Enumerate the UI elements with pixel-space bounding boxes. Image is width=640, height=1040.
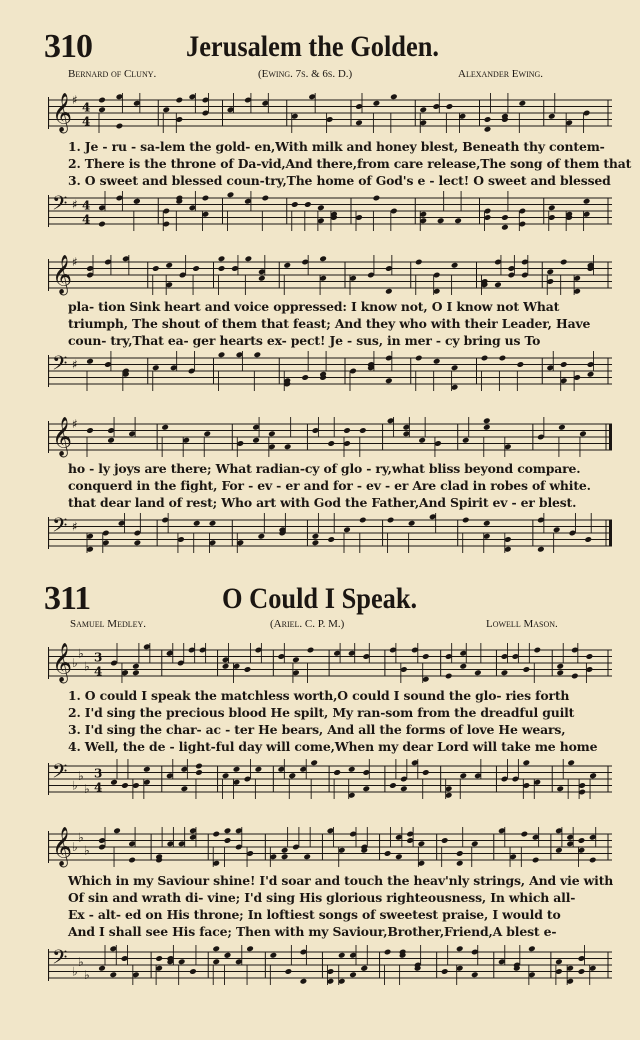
note-head [195,763,203,770]
note-head [128,857,136,864]
bass-staff [48,512,612,556]
time-signature-bottom: 4 [94,780,103,795]
note-head [483,417,491,424]
note-head [222,772,230,779]
lyric-line: 3. I'd sing the char- ac - ter He bears, And all the forms of love He wears, [68,722,566,737]
final-barline-thick [609,424,612,450]
note-head [283,262,291,269]
note-head [532,857,540,864]
note-head [349,971,357,978]
note-head [528,945,536,952]
note-head [484,126,492,133]
note-head [587,371,595,378]
note-head [107,437,115,444]
note-head [116,123,124,130]
note-head [98,97,106,104]
treble-clef-icon: 𝄞 [52,416,73,457]
lyric-line: pla- tion Sink heart and voice oppressed: I know not, O I know not What [68,299,560,314]
note-head [415,355,423,362]
note-head [456,860,464,867]
system-brace [48,647,49,679]
treble-staff [48,416,612,460]
note-head [161,424,169,431]
note-head [333,769,341,776]
note-head [548,113,556,120]
lyric-line: 3. O sweet and blessed coun-try,The home of God's e - lect! O sweet and blessed [68,173,611,188]
note-head [583,198,591,205]
note-head [501,224,509,231]
note-head [252,437,260,444]
note-head [571,673,579,680]
bass-staff [48,944,612,988]
note-head [437,217,445,224]
note-head [454,217,462,224]
note-head [501,669,509,676]
flat-icon: ♭ [84,781,90,796]
note-head [584,536,592,543]
note-head [484,116,492,123]
note-head [218,255,226,262]
note-head [578,837,586,844]
note-head [359,517,367,524]
note-head [262,195,270,202]
treble-clef-icon: 𝄞 [52,92,73,133]
note-head [244,666,252,673]
note-head [387,517,395,524]
note-head [560,361,568,368]
note-head [343,427,351,434]
sharp-icon: ♯ [72,519,78,534]
note-head [459,663,467,670]
time-signature-top: 4 [82,100,91,115]
note-head [233,766,241,773]
note-head [317,204,325,211]
system-brace [48,195,49,227]
note-head [556,663,564,670]
note-head [98,965,106,972]
note-head [474,669,482,676]
note-head [224,837,232,844]
hymn-title: Jerusalem the Golden. [186,30,439,63]
note-head [254,351,262,358]
note-head [589,857,597,864]
treble-staff [48,826,612,870]
hymn-title: O Could I Speak. [222,582,418,615]
note-head [445,673,453,680]
bass-clef-icon: 𝄢 [52,513,68,542]
sharp-icon: ♯ [72,417,78,431]
note-head [284,443,292,450]
lyric-line: 2. I'd sing the precious blood He spilt, My ran-som from the dreadful guilt [68,705,575,720]
note-head [98,106,106,113]
note-head [385,377,393,384]
note-head [462,437,470,444]
lyric-line: And I shall see His face; Then with my Saviour,Brother,Friend,A blest e- [68,924,557,939]
note-head [327,536,335,543]
note-head [304,201,312,208]
time-signature-top: 3 [94,766,103,781]
note-head [556,669,564,676]
note-head [246,945,254,952]
note-head [462,517,470,524]
flat-icon: ♭ [84,659,90,674]
sharp-icon: ♯ [72,357,78,372]
note-head [281,853,289,860]
note-head [133,198,141,205]
lyric-line: coun- try,That ea- ger hearts ex- pect! Je - sus, in mer - cy bring us To [68,333,541,348]
flat-icon: ♭ [72,656,78,670]
note-head [395,853,403,860]
note-head [446,103,454,110]
note-head [86,427,94,434]
note-head [143,766,151,773]
note-head [494,281,502,288]
time-signature-top: 4 [82,198,91,213]
note-head [203,430,211,437]
note-head [362,785,370,792]
lyric-line: that dear land of rest; Who art with God the Father,And Spirit ev - er blest. [68,495,577,510]
note-head [121,782,129,789]
note-head [360,965,368,972]
note-head [227,191,235,198]
note-head [189,968,197,975]
note-head [292,656,300,663]
note-head [218,265,226,272]
note-head [456,945,464,952]
system-brace [48,831,49,863]
note-head [501,214,509,221]
flat-icon: ♭ [78,954,84,969]
flat-icon: ♭ [78,646,84,661]
note-head [285,968,293,975]
flat-icon: ♭ [78,830,84,845]
note-head [193,520,201,527]
bass-staff [48,758,612,802]
note-head [359,427,367,434]
flat-icon: ♭ [78,768,84,783]
bass-staff [48,350,612,394]
note-head [553,526,561,533]
note-head [519,100,527,107]
system-brace [48,259,49,291]
flat-icon: ♭ [72,964,78,979]
note-head [517,361,525,368]
note-head [86,358,94,365]
note-head [281,847,289,854]
note-head [301,374,309,381]
flat-icon: ♭ [72,778,78,793]
note-head [389,782,397,789]
note-head [521,831,529,838]
note-head [291,201,299,208]
note-head [433,358,441,365]
note-head [270,952,278,959]
note-head [132,669,140,676]
sharp-icon: ♯ [72,255,78,269]
note-head [422,653,430,660]
system-brace [48,949,49,981]
note-head [578,968,586,975]
bass-clef-icon: 𝄢 [52,945,68,974]
note-head [418,840,426,847]
flat-icon: ♭ [84,967,90,982]
note-head [555,958,563,965]
note-head [567,759,575,766]
bass-clef-icon: 𝄢 [52,759,68,788]
treble-clef-icon: 𝄞 [52,642,73,683]
note-head [310,759,318,766]
bass-staff [48,190,612,234]
note-head [303,853,311,860]
note-head [415,259,423,266]
note-head [471,971,479,978]
treble-staff [48,92,612,136]
note-head [481,355,489,362]
note-head [312,539,320,546]
system-brace [48,763,49,795]
note-head [390,93,398,100]
note-head [113,827,121,834]
time-signature-bottom: 4 [94,664,103,679]
hymn-number: 310 [44,28,92,65]
note-head [441,837,449,844]
treble-clef-icon: 𝄞 [52,826,73,867]
note-head [418,437,426,444]
note-head [471,840,479,847]
hymn-author: Samuel Medley. [70,618,147,630]
note-head [319,255,327,262]
sharp-icon: ♯ [72,197,78,212]
note-head [451,262,459,269]
treble-clef-icon: 𝄞 [52,254,73,295]
note-head [212,831,220,838]
note-head [456,850,464,857]
bass-clef-icon: 𝄢 [52,351,68,380]
note-head [560,259,568,266]
flat-icon: ♭ [84,843,90,858]
note-head [546,268,554,275]
note-head [373,100,381,107]
note-head [499,355,507,362]
note-head [195,769,203,776]
note-head [212,945,220,952]
note-head [408,520,416,527]
hymn-composer: Lowell Mason. [486,618,558,630]
note-head [523,759,531,766]
hymn-number: 311 [44,580,91,617]
note-head [222,663,230,670]
final-barline-thick [609,520,612,546]
note-head [255,766,263,773]
note-head [558,424,566,431]
note-head [441,968,449,975]
lyric-line: Ex - alt- ed on His throne; In loftiest songs of sweetest praise, I would to [68,907,561,922]
hymn-tune-meter: (Ewing. 7s. & 6s. D.) [258,68,353,80]
note-head [212,958,220,965]
note-head [537,546,545,553]
note-head [451,364,459,371]
note-head [533,647,541,654]
note-head [556,785,564,792]
note-head [348,766,356,773]
lyric-line: triumph, The shout of them that feast; And they who with their Leader, Have [68,316,591,331]
sharp-icon: ♯ [72,93,78,107]
treble-staff [48,254,612,298]
note-head [209,520,217,527]
lyric-line: Which in my Saviour shine! I'd soar and touch the heav'nly strings, And vie with [68,873,614,888]
flat-icon: ♭ [72,840,78,854]
note-head [258,533,266,540]
note-head [245,255,253,262]
note-head [175,97,183,104]
note-head [586,653,594,660]
note-head [327,440,335,447]
lyric-line: 1. Je - ru - sa-lem the gold- en,With milk and honey blest, Beneath thy contem- [68,139,605,154]
lyric-line: conquerd in the fight, For - ev - er and for - ev - er Are clad in robes of white. [68,478,591,493]
note-head [422,769,430,776]
note-head [134,539,142,546]
lyric-line: Of sin and wrath di- vine; I'd sing His glorious righteousness, In which all- [68,890,576,905]
lyric-line: 2. There is the throne of Da-vid,And there,from care release,The song of them that [68,156,632,171]
note-head [192,265,200,272]
time-signature-top: 3 [94,650,103,665]
note-head [152,364,160,371]
note-head [555,847,563,854]
treble-staff [48,642,612,686]
lyric-line: ho - ly joys are there; What radian-cy of glo - ry,what bliss beyond compare. [68,461,581,476]
lyric-line: 4. Well, the de - light-ful day will come,When my dear Lord will take me home [68,739,598,754]
note-head [483,520,491,527]
hymn-author: Bernard of Cluny. [68,68,157,80]
bass-clef-icon: 𝄢 [52,191,68,220]
note-head [589,772,597,779]
note-head [373,195,381,202]
note-head [155,955,163,962]
hymn-tune-meter: (Ariel. C. P. M.) [270,618,345,630]
note-head [162,106,170,113]
note-head [288,772,296,779]
note-head [109,971,117,978]
note-head [268,430,276,437]
time-signature-bottom: 4 [82,212,91,227]
note-head [523,666,531,673]
note-head [132,663,140,670]
note-head [165,262,173,269]
system-brace [48,517,49,549]
system-brace [48,421,49,453]
note-head [419,106,427,113]
note-head [384,949,392,956]
note-head [579,430,587,437]
note-head [98,221,106,228]
note-head [300,978,308,985]
note-head [224,952,232,959]
time-signature-bottom: 4 [82,114,91,129]
note-head [258,275,266,282]
hymn-composer: Alexander Ewing. [458,68,544,80]
note-head [152,265,160,272]
note-head [312,533,320,540]
note-head [355,119,363,126]
note-head [400,785,408,792]
note-head [307,647,315,654]
note-head [548,204,556,211]
note-head [483,424,491,431]
note-head [224,827,232,834]
note-head [338,952,346,959]
note-head [459,772,467,779]
note-head [110,779,118,786]
note-head [218,351,226,358]
note-head [202,195,210,202]
lyric-line: 1. O could I speak the matchless worth,O could I sound the glo- ries forth [68,688,570,703]
system-brace [48,97,49,129]
note-head [178,958,186,965]
note-head [384,850,392,857]
note-head [181,785,189,792]
note-head [343,526,351,533]
system-brace [48,355,49,387]
note-head [385,288,393,295]
